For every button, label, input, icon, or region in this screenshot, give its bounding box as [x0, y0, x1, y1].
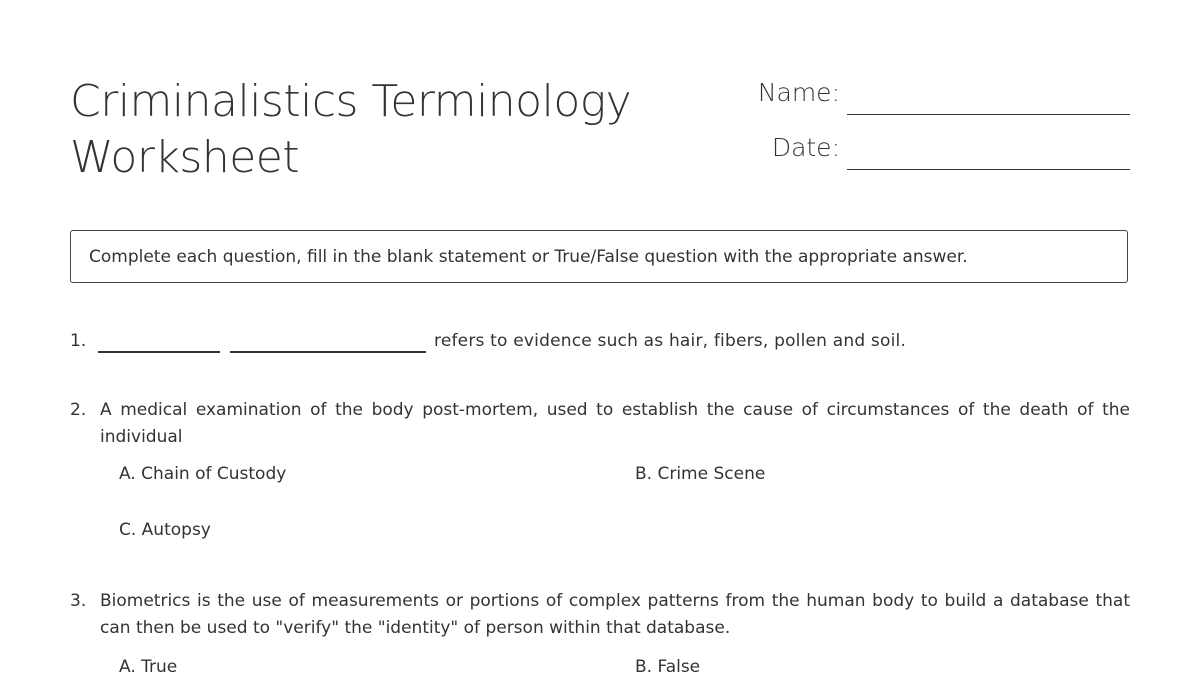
answer-blank-1[interactable]: [98, 351, 220, 353]
worksheet-title: [70, 74, 690, 186]
question-text: Biometrics is the use of measurements or portions of complex patterns from the human body to build a database that can then be used to "verify" the "identity" of person within that database.: [100, 591, 1130, 638]
name-blank-line[interactable]: [847, 114, 1130, 115]
option-b[interactable]: B. False: [635, 657, 701, 677]
question-prompt: [70, 397, 1130, 451]
question-number: 3.: [70, 591, 87, 611]
date-field: [700, 131, 1130, 171]
question-prompt: [70, 588, 1130, 642]
options-row: [70, 461, 1130, 501]
option-b[interactable]: B. Crime Scene: [635, 464, 766, 484]
name-field: [700, 76, 1130, 116]
date-blank-line[interactable]: [847, 169, 1130, 170]
instructions-text: Complete each question, fill in the blank statement or True/False question with the appropriate answer.: [89, 246, 968, 267]
option-c[interactable]: C. Autopsy: [119, 520, 211, 540]
question-2: [70, 397, 1130, 557]
options-row: [70, 517, 1130, 557]
date-label: Date:: [771, 133, 840, 162]
question-number: 2.: [70, 400, 87, 420]
options-row: [70, 654, 1130, 694]
option-a[interactable]: A. Chain of Custody: [119, 464, 287, 484]
title-line-2: Worksheet: [70, 132, 300, 183]
question-text: refers to evidence such as hair, fibers, pollen and soil.: [434, 331, 907, 351]
name-label: Name:: [757, 78, 840, 107]
question-number: 1.: [70, 331, 87, 351]
question-3: [70, 588, 1130, 694]
question-text: A medical examination of the body post-mortem, used to establish the cause of circumstances of the death of the individual: [100, 400, 1130, 447]
option-a[interactable]: A. True: [119, 657, 178, 677]
instructions-box: [70, 230, 1128, 283]
answer-blank-2[interactable]: [230, 351, 426, 353]
title-line-1: Criminalistics Terminology: [70, 76, 632, 127]
